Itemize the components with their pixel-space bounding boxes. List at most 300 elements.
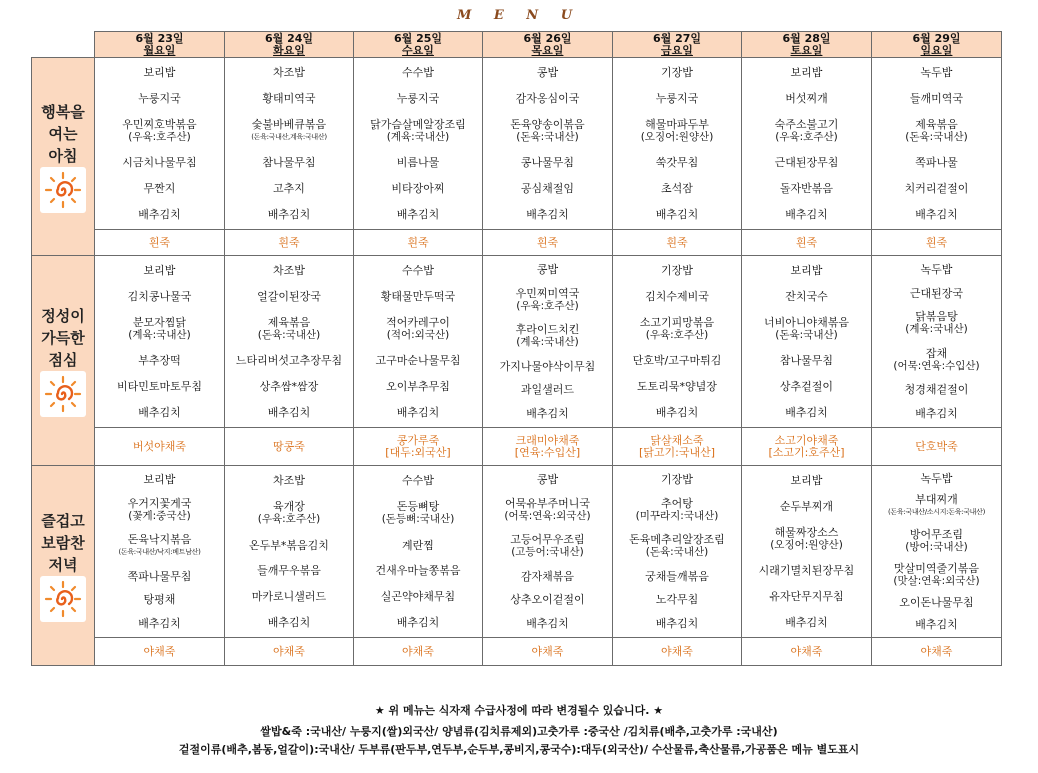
dish-name: 잡채 bbox=[925, 346, 948, 360]
meal-name-line: 정성이 bbox=[41, 306, 85, 325]
dish-name: 해물마파두부 bbox=[645, 117, 709, 131]
dish-item bbox=[640, 316, 714, 342]
dish-item bbox=[537, 66, 558, 79]
dish-item bbox=[521, 570, 574, 583]
dish-list bbox=[872, 466, 1001, 637]
dish-item bbox=[138, 406, 181, 419]
dish-name: 적어카레구이 bbox=[386, 315, 450, 329]
porridge-name: 흰죽 bbox=[148, 235, 171, 249]
dish-name: 숙주소불고기 bbox=[774, 117, 839, 131]
dish-item bbox=[526, 617, 569, 630]
dish-name: 청경채겉절이 bbox=[904, 383, 969, 397]
meal-label-cell bbox=[32, 466, 95, 666]
dish-item bbox=[273, 474, 305, 487]
dish-name: 얼갈이된장국 bbox=[257, 289, 321, 303]
porridge-cell bbox=[742, 638, 872, 666]
dish-name: 돌자반볶음 bbox=[779, 181, 834, 195]
dish-name: 보리밥 bbox=[143, 66, 176, 80]
dish-name: 가지나물야삭이무침 bbox=[499, 359, 596, 373]
day-weekday: 월요일 bbox=[143, 43, 176, 57]
porridge-name: 흰죽 bbox=[407, 235, 429, 249]
porridge-name: 흰죽 bbox=[278, 235, 300, 249]
dish-item bbox=[128, 570, 192, 583]
menu-cell bbox=[872, 466, 1002, 638]
meal-name-line: 여는 bbox=[48, 124, 78, 143]
dish-name: 순두부찌개 bbox=[779, 499, 834, 513]
dish-name: 배추김치 bbox=[655, 616, 699, 630]
porridge-name: 야채죽 bbox=[143, 644, 176, 658]
meal-row bbox=[32, 256, 1002, 428]
day-date: 6월 24일 bbox=[264, 31, 314, 45]
dish-item bbox=[780, 380, 833, 393]
dish-name: 보리밥 bbox=[790, 264, 823, 278]
dish-name: 근대된장국 bbox=[909, 286, 964, 300]
dish-item bbox=[117, 380, 202, 393]
dish-name: 탕평채 bbox=[143, 593, 176, 607]
header-row bbox=[32, 32, 1002, 58]
porridge-origin: [소고기:호주산] bbox=[768, 445, 845, 459]
dish-item bbox=[629, 533, 725, 559]
dish-name: 녹두밥 bbox=[920, 263, 953, 277]
porridge-name: 버섯야채죽 bbox=[132, 439, 187, 453]
dish-item bbox=[138, 617, 181, 630]
day-header bbox=[872, 32, 1002, 58]
meal-label-inner bbox=[32, 305, 94, 417]
menu-cell bbox=[354, 256, 483, 428]
dish-name: 배추김치 bbox=[785, 615, 828, 629]
dish-name: 보리밥 bbox=[143, 473, 176, 487]
porridge-name: 야채죽 bbox=[920, 644, 953, 658]
meal-row bbox=[32, 58, 1002, 230]
dish-name: 들깨무우볶음 bbox=[257, 564, 321, 578]
porridge-row bbox=[32, 428, 1002, 466]
dish-item bbox=[144, 182, 176, 195]
dish-item bbox=[391, 182, 444, 195]
dish-name: 건새우마늘쫑볶음 bbox=[375, 564, 461, 578]
day-weekday: 목요일 bbox=[531, 43, 564, 57]
meal-name-line: 보람찬 bbox=[41, 533, 85, 552]
dish-item bbox=[780, 500, 833, 513]
day-date: 6월 25일 bbox=[393, 31, 443, 45]
porridge-name: 야채죽 bbox=[273, 644, 305, 658]
dish-item bbox=[510, 118, 584, 144]
dish-origin: (미꾸라지:국내산) bbox=[635, 509, 719, 522]
dish-name: 도토리묵*양념장 bbox=[637, 379, 717, 393]
dish-origin: (우육:호주산) bbox=[645, 328, 709, 341]
dish-item bbox=[144, 66, 176, 79]
day-header bbox=[95, 32, 225, 58]
dish-item bbox=[893, 562, 979, 588]
menu-cell bbox=[872, 58, 1002, 230]
dish-name: 노각무침 bbox=[655, 593, 699, 607]
dish-name: 제육볶음 bbox=[267, 315, 311, 329]
menu-cell bbox=[95, 58, 225, 230]
dish-name: 배추김치 bbox=[267, 405, 311, 419]
notice: ★ 위 메뉴는 식자재 수급사정에 따라 변경될수 있습니다. ★ bbox=[374, 704, 664, 717]
dish-list bbox=[354, 466, 482, 637]
dish-name: 마카로니샐러드 bbox=[251, 589, 327, 603]
porridge-name: 야채죽 bbox=[531, 644, 564, 658]
meal-name-line: 가득한 bbox=[41, 328, 85, 347]
dish-name: 참나물무침 bbox=[779, 354, 834, 368]
porridge-origin: [대두:외국산] bbox=[385, 445, 451, 459]
dish-item bbox=[656, 156, 699, 169]
dish-name: 녹두밥 bbox=[920, 472, 953, 486]
dish-list bbox=[354, 58, 482, 229]
dish-item bbox=[273, 182, 305, 195]
dish-name: 후라이드치킨 bbox=[515, 323, 580, 337]
dish-name: 비타장아찌 bbox=[391, 181, 445, 195]
dish-name: 공심채절임 bbox=[520, 181, 575, 195]
menu-cell bbox=[613, 466, 742, 638]
dish-name: 닭가슴살메알장조림 bbox=[370, 117, 466, 131]
menu-cell bbox=[613, 256, 742, 428]
dish-item bbox=[138, 92, 181, 105]
porridge-cell bbox=[354, 638, 483, 666]
dish-origin: (우육:호주산) bbox=[775, 130, 838, 143]
dish-item bbox=[386, 380, 450, 393]
dish-item bbox=[386, 316, 450, 342]
dish-list bbox=[354, 256, 482, 427]
dish-name: 우거지꽃게국 bbox=[127, 496, 192, 510]
dish-name: 배추김치 bbox=[785, 405, 828, 419]
dish-item bbox=[504, 497, 590, 523]
dish-name: 배추김치 bbox=[138, 616, 181, 630]
dish-item bbox=[785, 92, 828, 105]
dish-item bbox=[397, 406, 440, 419]
dish-list bbox=[483, 466, 612, 637]
dish-name: 추어탕 bbox=[661, 496, 693, 510]
dish-item bbox=[122, 118, 196, 144]
meal-label-inner bbox=[32, 510, 94, 622]
porridge-cell bbox=[354, 230, 483, 256]
day-header bbox=[483, 32, 613, 58]
meal-name-line: 아침 bbox=[48, 146, 78, 165]
meal-name bbox=[41, 305, 84, 371]
day-date: 6월 28일 bbox=[782, 31, 831, 45]
dish-list bbox=[95, 466, 224, 637]
dish-item bbox=[262, 156, 315, 169]
dish-item bbox=[915, 208, 958, 221]
dish-name: 배추김치 bbox=[138, 405, 181, 419]
meal-label-cell bbox=[32, 256, 95, 466]
day-header bbox=[613, 32, 742, 58]
dish-origin: (맛살:연육:외국산) bbox=[893, 575, 980, 588]
dish-item bbox=[656, 92, 699, 105]
dish-item bbox=[656, 208, 699, 221]
dish-item bbox=[144, 593, 176, 606]
dish-name: 비름나물 bbox=[396, 156, 440, 170]
dish-list bbox=[742, 256, 871, 427]
dish-name: 시래기멸치된장무침 bbox=[758, 564, 855, 578]
dish-name: 해물짜장소스 bbox=[774, 525, 839, 539]
menu-table bbox=[31, 31, 1002, 666]
dish-origin: (돈육:국내산) bbox=[257, 328, 321, 341]
dish-item bbox=[791, 66, 823, 79]
dish-name: 부대찌개 bbox=[915, 493, 958, 507]
dish-name: 들깨미역국 bbox=[909, 91, 964, 105]
dish-item bbox=[252, 590, 326, 603]
dish-name: 부추장떡 bbox=[138, 354, 181, 368]
dish-name: 감자옹심이국 bbox=[515, 91, 580, 105]
dish-item bbox=[915, 407, 958, 420]
dish-item bbox=[521, 182, 574, 195]
dish-item bbox=[785, 406, 828, 419]
porridge-name: 흰죽 bbox=[925, 235, 948, 249]
dish-item bbox=[641, 118, 714, 144]
dish-name: 배추김치 bbox=[915, 617, 958, 631]
dish-item bbox=[251, 118, 327, 144]
dish-item bbox=[785, 208, 828, 221]
porridge-name: 흰죽 bbox=[536, 235, 559, 249]
dish-item bbox=[268, 616, 311, 629]
dish-item bbox=[785, 616, 828, 629]
day-weekday: 금요일 bbox=[661, 43, 693, 57]
dish-item bbox=[770, 526, 843, 552]
dish-name: 황태미역국 bbox=[262, 91, 316, 105]
dish-item bbox=[888, 493, 985, 519]
dish-name: 숯불바베큐볶음 bbox=[251, 117, 327, 131]
porridge-cell bbox=[483, 638, 613, 666]
dish-list bbox=[95, 58, 224, 229]
dish-item bbox=[273, 66, 305, 79]
dish-name: 콩밥 bbox=[536, 66, 559, 80]
dish-origin: (어묵:연육:외국산) bbox=[504, 509, 591, 522]
meal-name-line: 저녁 bbox=[48, 555, 78, 574]
dish-name: 배추김치 bbox=[396, 405, 440, 419]
porridge-cell bbox=[613, 428, 742, 466]
dish-item bbox=[381, 290, 455, 303]
dish-item bbox=[780, 354, 833, 367]
dish-item bbox=[516, 287, 580, 313]
dish-name: 콩나물무침 bbox=[520, 156, 575, 170]
porridge-name: 땅콩죽 bbox=[273, 439, 305, 453]
dish-name: 녹두밥 bbox=[920, 66, 953, 80]
meal-name-line: 점심 bbox=[48, 350, 78, 369]
dish-name: 고등어무우조림 bbox=[510, 533, 585, 547]
dish-item bbox=[526, 407, 569, 420]
dish-name: 콩밥 bbox=[536, 473, 559, 487]
dish-item bbox=[661, 264, 693, 277]
porridge-cell bbox=[742, 428, 872, 466]
dish-item bbox=[656, 593, 699, 606]
dish-item bbox=[905, 118, 967, 144]
dish-item bbox=[759, 564, 855, 577]
dish-list bbox=[483, 256, 612, 427]
dish-name: 차조밥 bbox=[273, 264, 305, 278]
dish-item bbox=[273, 264, 305, 277]
dish-name: 보리밥 bbox=[143, 264, 176, 278]
porridge-cell bbox=[95, 638, 225, 666]
dish-name: 소고기피망볶음 bbox=[639, 315, 715, 329]
dish-item bbox=[397, 92, 440, 105]
dish-item bbox=[128, 290, 192, 303]
dish-name: 제육볶음 bbox=[915, 117, 958, 131]
dish-item bbox=[268, 406, 311, 419]
dish-item bbox=[537, 263, 558, 276]
porridge-cell bbox=[872, 230, 1002, 256]
dish-list bbox=[483, 58, 612, 229]
dish-item bbox=[144, 264, 176, 277]
dish-list bbox=[225, 466, 353, 637]
day-weekday: 토요일 bbox=[790, 43, 823, 57]
dish-name: 배추김치 bbox=[655, 207, 699, 221]
dish-origin: (고등어:국내산) bbox=[511, 546, 584, 559]
dish-origin: (돈육:국내산,계육:국내산) bbox=[251, 132, 327, 141]
day-weekday: 화요일 bbox=[273, 43, 305, 57]
dish-name: 고구마순나물무침 bbox=[375, 354, 461, 368]
dish-item bbox=[780, 182, 833, 195]
dish-item bbox=[258, 316, 320, 342]
dish-origin: (어묵:연육:수입산) bbox=[893, 359, 980, 372]
dish-name: 차조밥 bbox=[273, 66, 305, 80]
dish-name: 김치수제비국 bbox=[645, 289, 709, 303]
dish-name: 수수밥 bbox=[402, 474, 434, 488]
dish-name: 상추쌈*쌈장 bbox=[259, 379, 319, 393]
porridge-row bbox=[32, 230, 1002, 256]
dish-name: 배추김치 bbox=[396, 207, 440, 221]
dish-item bbox=[510, 533, 584, 559]
dish-item bbox=[645, 570, 709, 583]
dish-name: 분모자찜닭 bbox=[132, 315, 187, 329]
menu-cell bbox=[225, 466, 354, 638]
day-header bbox=[354, 32, 483, 58]
dish-name: 보리밥 bbox=[790, 474, 823, 488]
porridge-cell bbox=[225, 428, 354, 466]
dish-item bbox=[521, 156, 574, 169]
menu-cell bbox=[225, 58, 354, 230]
dish-item bbox=[268, 208, 311, 221]
meal-row bbox=[32, 466, 1002, 638]
menu-cell bbox=[483, 466, 613, 638]
dish-item bbox=[370, 118, 466, 144]
dish-item bbox=[382, 500, 455, 526]
dish-name: 배추김치 bbox=[915, 207, 958, 221]
menu-title: M E N U bbox=[456, 8, 582, 23]
dish-name: 수수밥 bbox=[402, 264, 434, 278]
dish-name: 황태물만두떡국 bbox=[380, 289, 456, 303]
dish-origin: (방어:국내산) bbox=[905, 540, 968, 553]
dish-item bbox=[138, 354, 181, 367]
dish-origin: (돈육:국내산) bbox=[905, 130, 968, 143]
dish-item bbox=[633, 354, 722, 367]
dish-item bbox=[521, 383, 574, 396]
dish-name: 방어무조림 bbox=[909, 527, 964, 541]
dish-item bbox=[257, 564, 321, 577]
dish-name: 계란찜 bbox=[402, 538, 434, 552]
dish-item bbox=[510, 593, 584, 606]
dish-name: 배추김치 bbox=[526, 616, 569, 630]
dish-item bbox=[921, 263, 953, 276]
dish-item bbox=[375, 354, 460, 367]
dish-item bbox=[637, 380, 717, 393]
dish-item bbox=[249, 539, 329, 552]
menu-cell bbox=[613, 58, 742, 230]
dish-list bbox=[225, 256, 353, 427]
day-date: 6월 26일 bbox=[523, 31, 572, 45]
porridge-cell bbox=[95, 428, 225, 466]
dish-item bbox=[661, 66, 693, 79]
dish-name: 상추겉절이 bbox=[779, 379, 834, 393]
dish-name: 근대된장무침 bbox=[774, 156, 839, 170]
dish-origin: (우육:호주산) bbox=[128, 130, 191, 143]
dish-name: 잔치국수 bbox=[785, 289, 828, 303]
menu-cell bbox=[742, 58, 872, 230]
dish-name: 배추김치 bbox=[526, 207, 569, 221]
dish-name: 오이부추무침 bbox=[386, 379, 450, 393]
dish-name: 돈육메추리알장조림 bbox=[629, 533, 725, 547]
porridge-name: 야채죽 bbox=[790, 644, 823, 658]
day-date: 6월 29일 bbox=[912, 31, 961, 45]
porridge-name: 흰죽 bbox=[795, 235, 818, 249]
dish-origin: (돈육:국내산/낙지:베트남산) bbox=[118, 548, 201, 557]
dish-item bbox=[257, 290, 321, 303]
menu-cell bbox=[354, 466, 483, 638]
meal-name bbox=[41, 510, 84, 576]
dish-name: 온두부*볶음김치 bbox=[249, 538, 329, 552]
dish-name: 배추김치 bbox=[267, 207, 311, 221]
dish-name: 맛살미역줄기볶음 bbox=[893, 562, 979, 576]
dish-name: 느타리버섯고추장무침 bbox=[235, 354, 343, 368]
dish-list bbox=[872, 256, 1001, 427]
dish-item bbox=[500, 360, 596, 373]
dish-origin: (돈육:국내산/소시지:돈육:국내산) bbox=[887, 508, 986, 517]
dish-name: 치커리겉절이 bbox=[904, 181, 969, 195]
menu-cell bbox=[95, 466, 225, 638]
dish-name: 실곤약야채무침 bbox=[380, 589, 456, 603]
dish-name: 어묵유부주머니국 bbox=[504, 496, 590, 510]
porridge-name: 단호박죽 bbox=[915, 439, 958, 453]
dish-name: 돈등뼈탕 bbox=[396, 499, 440, 513]
dish-item bbox=[516, 92, 580, 105]
porridge-name: 크래미야채죽 bbox=[515, 433, 580, 447]
menu-cell bbox=[354, 58, 483, 230]
porridge-row bbox=[32, 638, 1002, 666]
dish-name: 쑥갓무침 bbox=[655, 156, 699, 170]
dish-origin: (돈육:국내산) bbox=[645, 546, 709, 559]
dish-item bbox=[910, 287, 963, 300]
dish-item bbox=[775, 156, 839, 169]
dish-name: 차조밥 bbox=[273, 474, 305, 488]
meal-label-inner bbox=[32, 101, 94, 213]
dish-origin: (우육:호주산) bbox=[516, 299, 579, 312]
dish-origin: (꽃게:중국산) bbox=[128, 509, 191, 522]
dish-item bbox=[258, 500, 320, 526]
dish-list bbox=[872, 58, 1001, 229]
dish-name: 누룽지국 bbox=[396, 91, 440, 105]
porridge-cell bbox=[483, 428, 613, 466]
dish-name: 배추김치 bbox=[267, 615, 311, 629]
dish-item bbox=[397, 156, 440, 169]
dish-list bbox=[613, 256, 741, 427]
dish-name: 감자채볶음 bbox=[520, 569, 575, 583]
dish-item bbox=[262, 92, 315, 105]
dish-item bbox=[516, 323, 580, 349]
dish-item bbox=[128, 316, 190, 342]
sun-spiral-icon bbox=[40, 576, 86, 622]
dish-name: 우민찌미역국 bbox=[515, 286, 580, 300]
dish-item bbox=[375, 564, 460, 577]
dish-name: 배추김치 bbox=[915, 406, 958, 420]
porridge-name: 소고기야채죽 bbox=[774, 433, 839, 447]
dish-origin: (계육:국내산) bbox=[905, 323, 968, 336]
porridge-name: 닭살채소죽 bbox=[650, 433, 704, 447]
dish-item bbox=[921, 66, 953, 79]
dish-name: 비타민토마토무침 bbox=[116, 379, 202, 393]
sun-spiral-icon bbox=[40, 371, 86, 417]
day-header bbox=[742, 32, 872, 58]
dish-item bbox=[645, 290, 709, 303]
